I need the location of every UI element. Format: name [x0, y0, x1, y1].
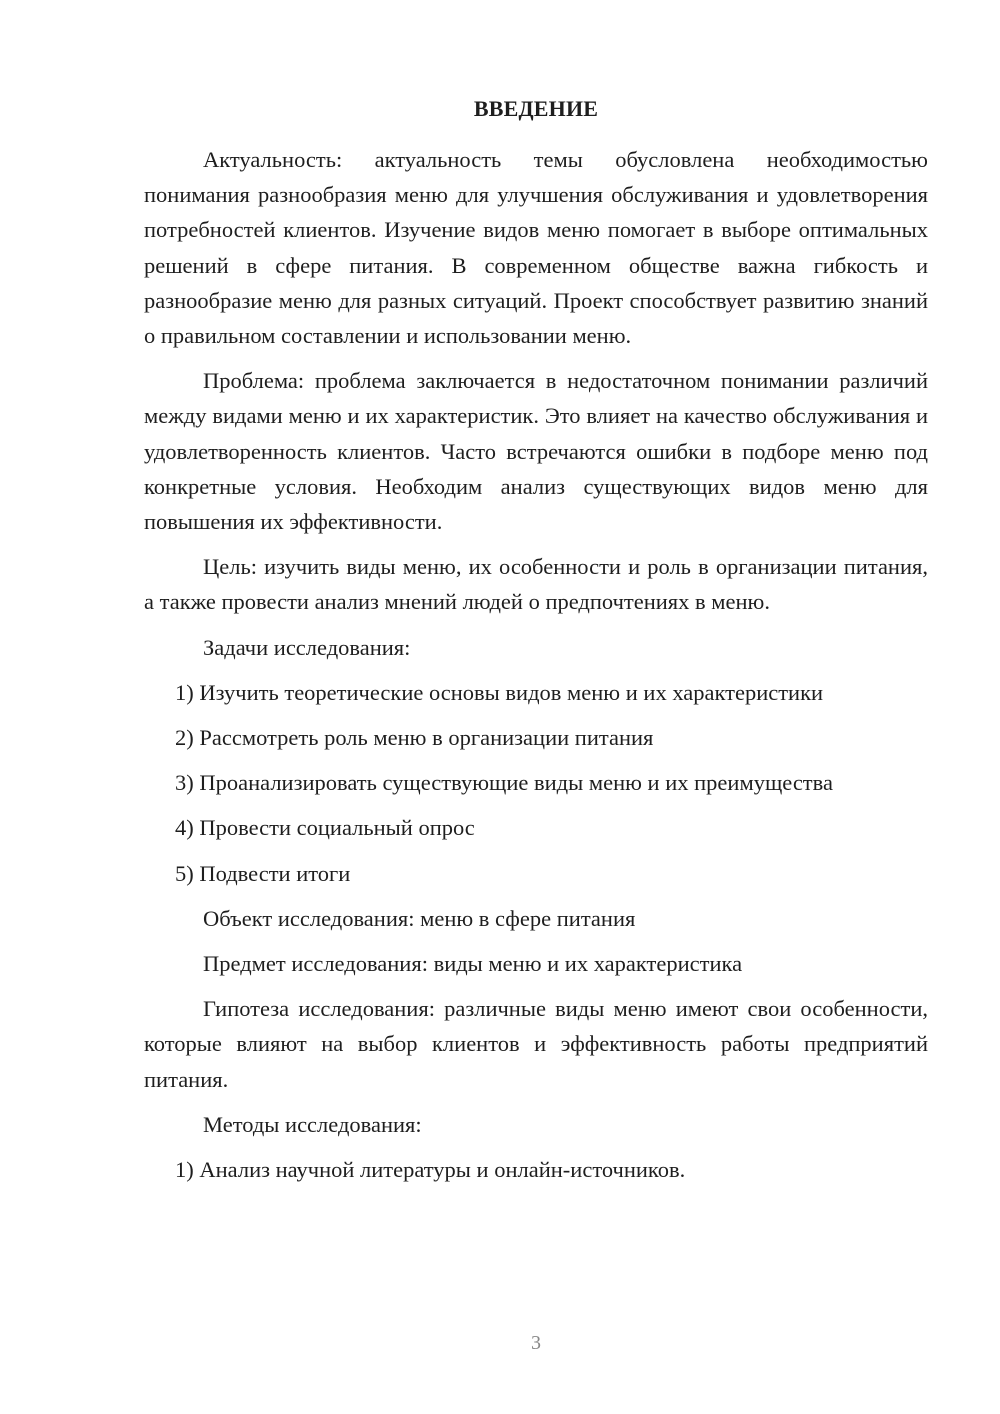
problem-paragraph: Проблема: проблема заключается в недостаточном понимании различий между видами меню и их характеристик. Это влияет на качество обслуживания и удовлетворенность клиентов. Часто встречаются ошибки в подборе меню под конкретные условия. Необходим анализ существующих видов меню для повышения их эффективности. — [144, 368, 928, 535]
page-body — [144, 142, 928, 1197]
task-item-1: 1) Изучить теоретические основы видов меню и их характеристики — [175, 679, 824, 705]
subject-paragraph: Предмет исследования: виды меню и их характеристика — [203, 951, 743, 977]
page-title: ВВЕДЕНИЕ — [473, 96, 599, 121]
task-item-5: 5) Подвести итоги — [175, 860, 351, 886]
method-item-1: 1) Анализ научной литературы и онлайн-источников. — [175, 1157, 686, 1183]
task-item-2: 2) Рассмотреть роль меню в организации питания — [175, 725, 654, 751]
task-item-3: 3) Проанализировать существующие виды меню и их преимущества — [175, 770, 833, 796]
hypothesis-paragraph: Гипотеза исследования: различные виды меню имеют свои особенности, которые влияют на выбор клиентов и эффективность работы предприятий питания. — [144, 996, 928, 1092]
tasks-heading: Задачи исследования: — [203, 634, 411, 660]
object-paragraph: Объект исследования: меню в сфере питания — [203, 905, 636, 931]
page-number: 3 — [531, 1332, 541, 1354]
relevance-paragraph: Актуальность: актуальность темы обусловлена необходимостью понимания разнообразия меню для улучшения обслуживания и удовлетворения потребностей клиентов. Изучение видов меню помогает в выборе оптимальных решений в сфере питания. В современном обществе важна гибкость и разнообразие меню для разных ситуаций. Проект способствует развитию знаний о правильном составлении и использовании меню. — [144, 147, 928, 349]
goal-paragraph: Цель: изучить виды меню, их особенности и роль в организации питания, а также провести анализ мнений людей о предпочтениях в меню. — [144, 554, 928, 615]
task-item-4: 4) Провести социальный опрос — [175, 815, 475, 841]
methods-heading: Методы исследования: — [203, 1111, 422, 1137]
